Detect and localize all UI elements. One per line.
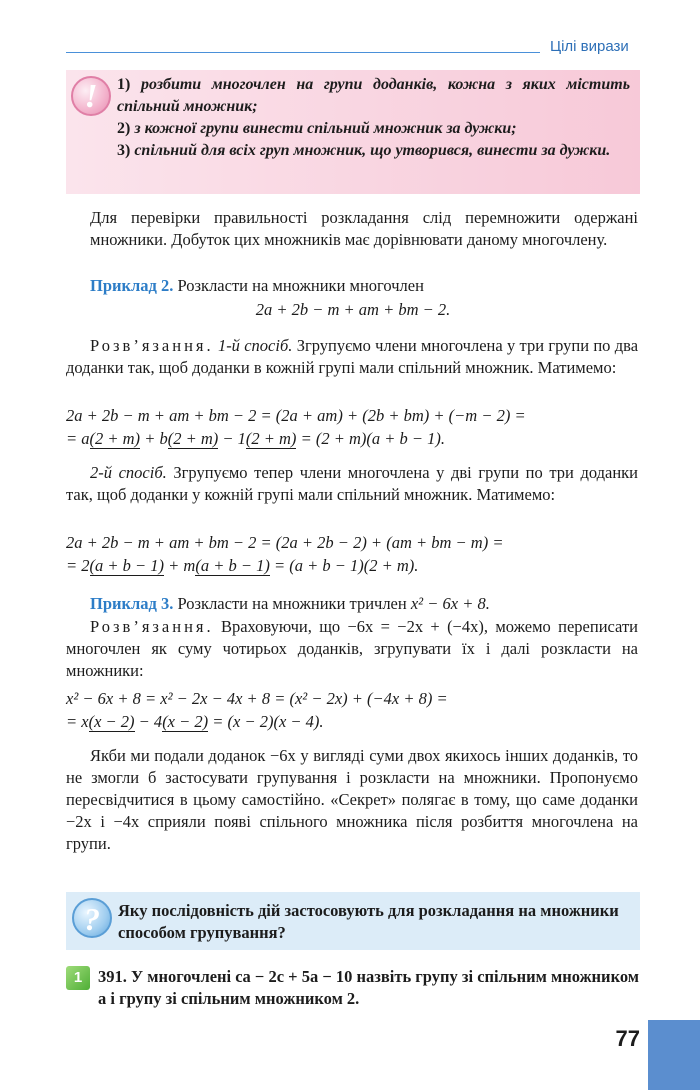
- method-1-line-1: 2a + 2b − m + am + bm − 2 = (2a + am) + (2b + bm) + (−m − 2) =: [66, 406, 526, 425]
- method-2-line-1: 2a + 2b − m + am + bm − 2 = (2a + 2b − 2) + (am + bm − m) =: [66, 533, 504, 552]
- task-391: [98, 966, 640, 1010]
- example-3-solution: [66, 616, 638, 682]
- question-icon: ?: [72, 898, 112, 938]
- rule-step-2: 2) з кожної групи винести спільний множник за дужки;: [117, 120, 517, 137]
- example-2-label: Приклад 2.: [90, 276, 174, 295]
- example-3-label: Приклад 3.: [90, 594, 174, 613]
- task-number: 391.: [98, 967, 127, 986]
- example-2-task: Розкласти на множники многочлен: [177, 276, 424, 295]
- rule-steps: [117, 74, 630, 162]
- solution-word: Розв’язання.: [90, 617, 214, 636]
- level-1-icon: 1: [66, 966, 90, 990]
- rule-step-3: 3) спільний для всіх груп множник, що утворився, винести за дужки.: [117, 142, 611, 159]
- page-corner-tab: [648, 1020, 700, 1090]
- example-2-formula: 2a + 2b − m + am + bm − 2.: [255, 300, 451, 319]
- example-3-line-1: x² − 6x + 8 = x² − 2x − 4x + 8 = (x² − 2x) + (−4x + 8) =: [66, 689, 448, 708]
- example-2-method-2: [66, 462, 638, 506]
- example-3-formula: x² − 6x + 8.: [410, 594, 490, 613]
- method-1-line-2: = a(2 + m) + b(2 + m) − 1(2 + m) = (2 + m)(a + b − 1).: [66, 429, 445, 448]
- method-2-name: 2-й спосіб.: [90, 463, 167, 482]
- task-text: У многочлені ca − 2c + 5a − 10 назвіть групу зі спільним множником a і групу зі спільним множником 2.: [98, 967, 640, 1008]
- rule-step-1: 1) розбити многочлен на групи доданків, кожна з яких містить спільний множник;: [117, 76, 631, 115]
- example-2-heading: [90, 275, 638, 297]
- chapter-title: Цілі вирази: [550, 38, 629, 55]
- page-number: 77: [615, 1026, 640, 1051]
- solution-word: Розв’язання.: [90, 336, 214, 355]
- exclamation-icon: !: [71, 76, 111, 116]
- method-2-line-2: = 2(a + b − 1) + m(a + b − 1) = (a + b − 1)(2 + m).: [66, 556, 419, 575]
- method-2-text: Згрупуємо тепер члени многочлена у дві групи по три доданки так, щоб доданки у кожній групі мали спільний множник. Матимемо:: [66, 463, 639, 504]
- example-3-heading: [90, 593, 638, 615]
- check-paragraph: Для перевірки правильності розкладання слід перемножити одержані множники. Добуток цих множників має дорівнювати даному многочлену.: [90, 208, 638, 249]
- example-3-line-2: = x(x − 2) − 4(x − 2) = (x − 2)(x − 4).: [66, 712, 324, 731]
- example-2-method-1: [66, 335, 638, 379]
- method-1-name: 1-й спосіб.: [217, 336, 293, 355]
- example-3-solution-text: Враховуючи, що −6x = −2x + (−4x), можемо переписати многочлен як суму чотирьох доданків, згрупувати їх і далі розкласти на множники:: [66, 617, 638, 680]
- method-1-text: Згрупуємо члени многочлена у три групи по два доданки так, щоб доданки в кожній групі мали спільний множник. Матимемо:: [66, 336, 639, 377]
- secret-paragraph: Якби ми подали доданок −6x у вигляді суми двох якихось інших доданків, то не змогли б застосувати групування і розкласти на множники. Пропонуємо пересвідчитися в цьому самостійно. «Секрет» полягає в тому, що саме доданки −2x і −4x сприяли появі спільного множника після розбиття многочлена на групи.: [66, 746, 638, 853]
- header-rule: [66, 52, 540, 53]
- review-question: Яку послідовність дій застосовують для розкладання на множники способом групування?: [118, 901, 619, 942]
- example-3-task: Розкласти на множники тричлен: [177, 594, 407, 613]
